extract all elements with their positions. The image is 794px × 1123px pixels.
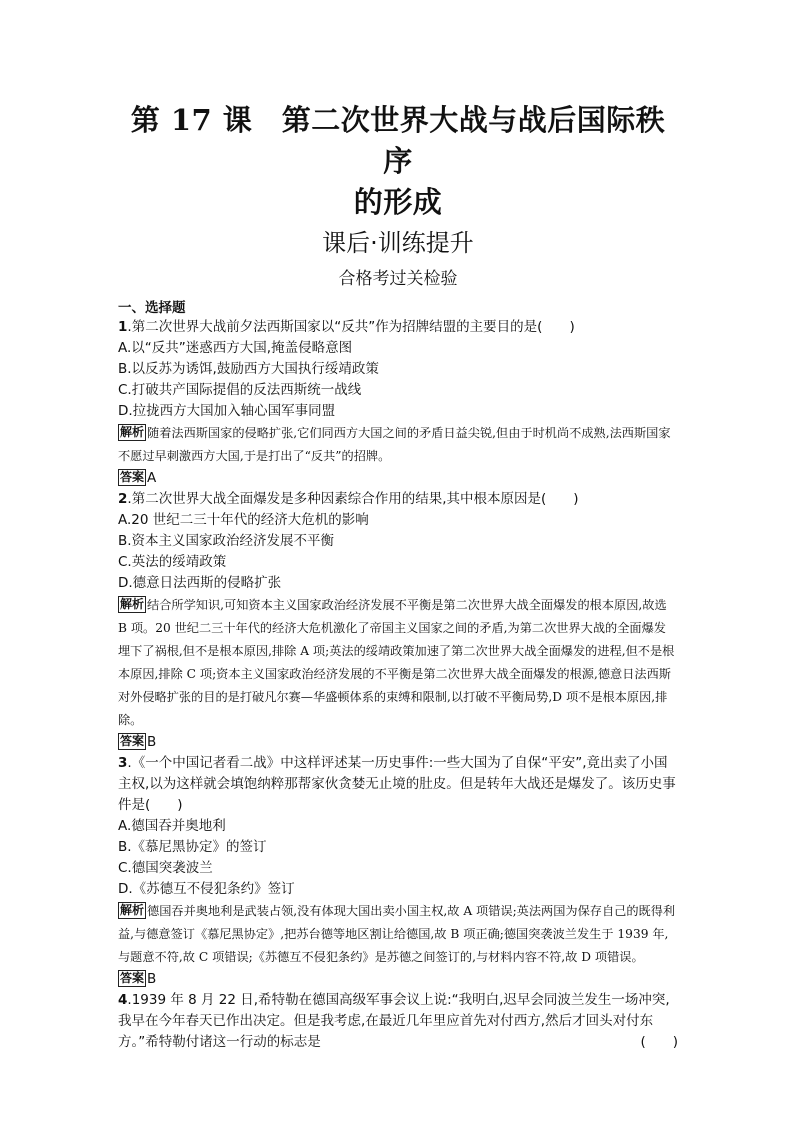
question-stem — [118, 317, 678, 338]
question-text: .1939 年 8 月 22 日,希特勒在德国高级军事会议上说:“我明白,迟早会同波兰发生一场冲突,我早在今年春天已作出决定。但是我考虑,在最近几年里应首先对付西方,然后才回头对付东方。”希特勒付诸这一行动的标志是 — [118, 992, 670, 1050]
answer-tag: 答案 — [120, 470, 145, 484]
title-line-2: 的形成 — [353, 185, 443, 219]
answer — [118, 468, 678, 489]
question-number: 2 — [118, 491, 128, 507]
answer-tag: 答案 — [120, 971, 145, 985]
option-b: B.资本主义国家政治经济发展不平衡 — [118, 533, 335, 549]
option-d: D.德意日法西斯的侵略扩张 — [118, 575, 282, 591]
worksheet-page — [118, 100, 678, 1053]
answer-value: B — [147, 971, 157, 987]
question-number: 1 — [118, 319, 128, 335]
option-c: C.英法的绥靖政策 — [118, 554, 227, 570]
question-3 — [118, 753, 678, 990]
analysis — [118, 900, 678, 969]
analysis-text: 德国吞并奥地利是武装占领,没有体现大国出卖小国主权,故 A 项错误;英法两国为保存自己的既得利益,与德意签订《慕尼黑协定》,把苏台德等地区割让给德国,故 B 项正确;德国突袭波兰发生于 1939 年,与题意不符,故 C 项错误;《苏德互不侵犯条约》是苏德之间签订的,与材料内容不符,故 D 项错误。 — [118, 904, 676, 964]
question-text: .《一个中国记者看二战》中这样评述某一历史事件:一些大国为了自保“平安”,竟出卖了小国主权,以为这样就会填饱纳粹那帮家伙贪婪无止境的肚皮。但是转年大战还是爆发了。该历史事件是( ) — [118, 755, 676, 813]
option-d: D.拉拢西方大国加入轴心国军事同盟 — [118, 403, 336, 419]
part-heading: 一、选择题 — [118, 300, 186, 316]
question-stem — [118, 753, 678, 816]
answer — [118, 969, 678, 990]
option-c: C.德国突袭波兰 — [118, 860, 213, 876]
analysis-tag: 解析 — [120, 903, 145, 917]
question-number: 4 — [118, 992, 128, 1008]
option-b: B.《慕尼黑协定》的签订 — [118, 839, 267, 855]
answer — [118, 732, 678, 753]
question-stem — [118, 489, 678, 510]
question-stem — [118, 990, 678, 1053]
option-b: B.以反苏为诱饵,鼓励西方大国执行绥靖政策 — [118, 361, 379, 377]
analysis-tag: 解析 — [120, 425, 145, 439]
question-4 — [118, 990, 678, 1053]
answer-tag: 答案 — [120, 734, 145, 748]
question-number: 3 — [118, 755, 128, 771]
question-text: .第二次世界大战全面爆发是多种因素综合作用的结果,其中根本原因是( ) — [127, 491, 579, 507]
question-1 — [118, 317, 678, 489]
question-text: .第二次世界大战前夕法西斯国家以“反共”作为招牌结盟的主要目的是( ) — [127, 319, 575, 335]
answer-value: A — [147, 470, 157, 486]
section-heading: 合格考过关检验 — [338, 269, 458, 289]
option-d: D.《苏德互不侵犯条约》签订 — [118, 881, 295, 897]
analysis-text: 结合所学知识,可知资本主义国家政治经济发展不平衡是第二次世界大战全面爆发的根本原因,故选 B 项。20 世纪二三十年代的经济大危机激化了帝国主义国家之间的矛盾,为第二次世界大战的全面爆发埋下了祸根,但不是根本原因,排除 A 项;英法的绥靖政策加速了第二次世界大战全面爆发的进程,但不是根本原因,排除 C 项;资本主义国家政治经济发展的不平衡是第二次世界大战全面爆发的根源,德意日法西斯对外侵略扩张的目的是打破凡尔赛—华盛顿体系的束缚和限制,以打破不平衡局势,D 项不是根本原因,排除。 — [118, 598, 675, 727]
page-title — [118, 100, 678, 223]
analysis — [118, 422, 678, 468]
analysis-tag: 解析 — [120, 597, 145, 611]
option-a: A.德国吞并奥地利 — [118, 818, 226, 834]
option-c: C.打破共产国际提倡的反法西斯统一战线 — [118, 382, 362, 398]
option-a: A.20 世纪二三十年代的经济大危机的影响 — [118, 512, 369, 528]
option-a: A.以“反共”迷惑西方大国,掩盖侵略意图 — [118, 340, 353, 356]
subtitle: 课后·训练提升 — [322, 229, 474, 257]
question-2 — [118, 489, 678, 753]
analysis — [118, 594, 678, 732]
answer-blank: ( ) — [640, 1034, 678, 1050]
title-line-1: 第 17 课 第二次世界大战与战后国际秩序 — [130, 103, 666, 178]
answer-value: B — [147, 734, 157, 750]
analysis-text: 随着法西斯国家的侵略扩张,它们同西方大国之间的矛盾日益尖锐,但由于时机尚不成熟,法西斯国家不愿过早刺激西方大国,于是打出了“反共”的招牌。 — [118, 426, 671, 463]
